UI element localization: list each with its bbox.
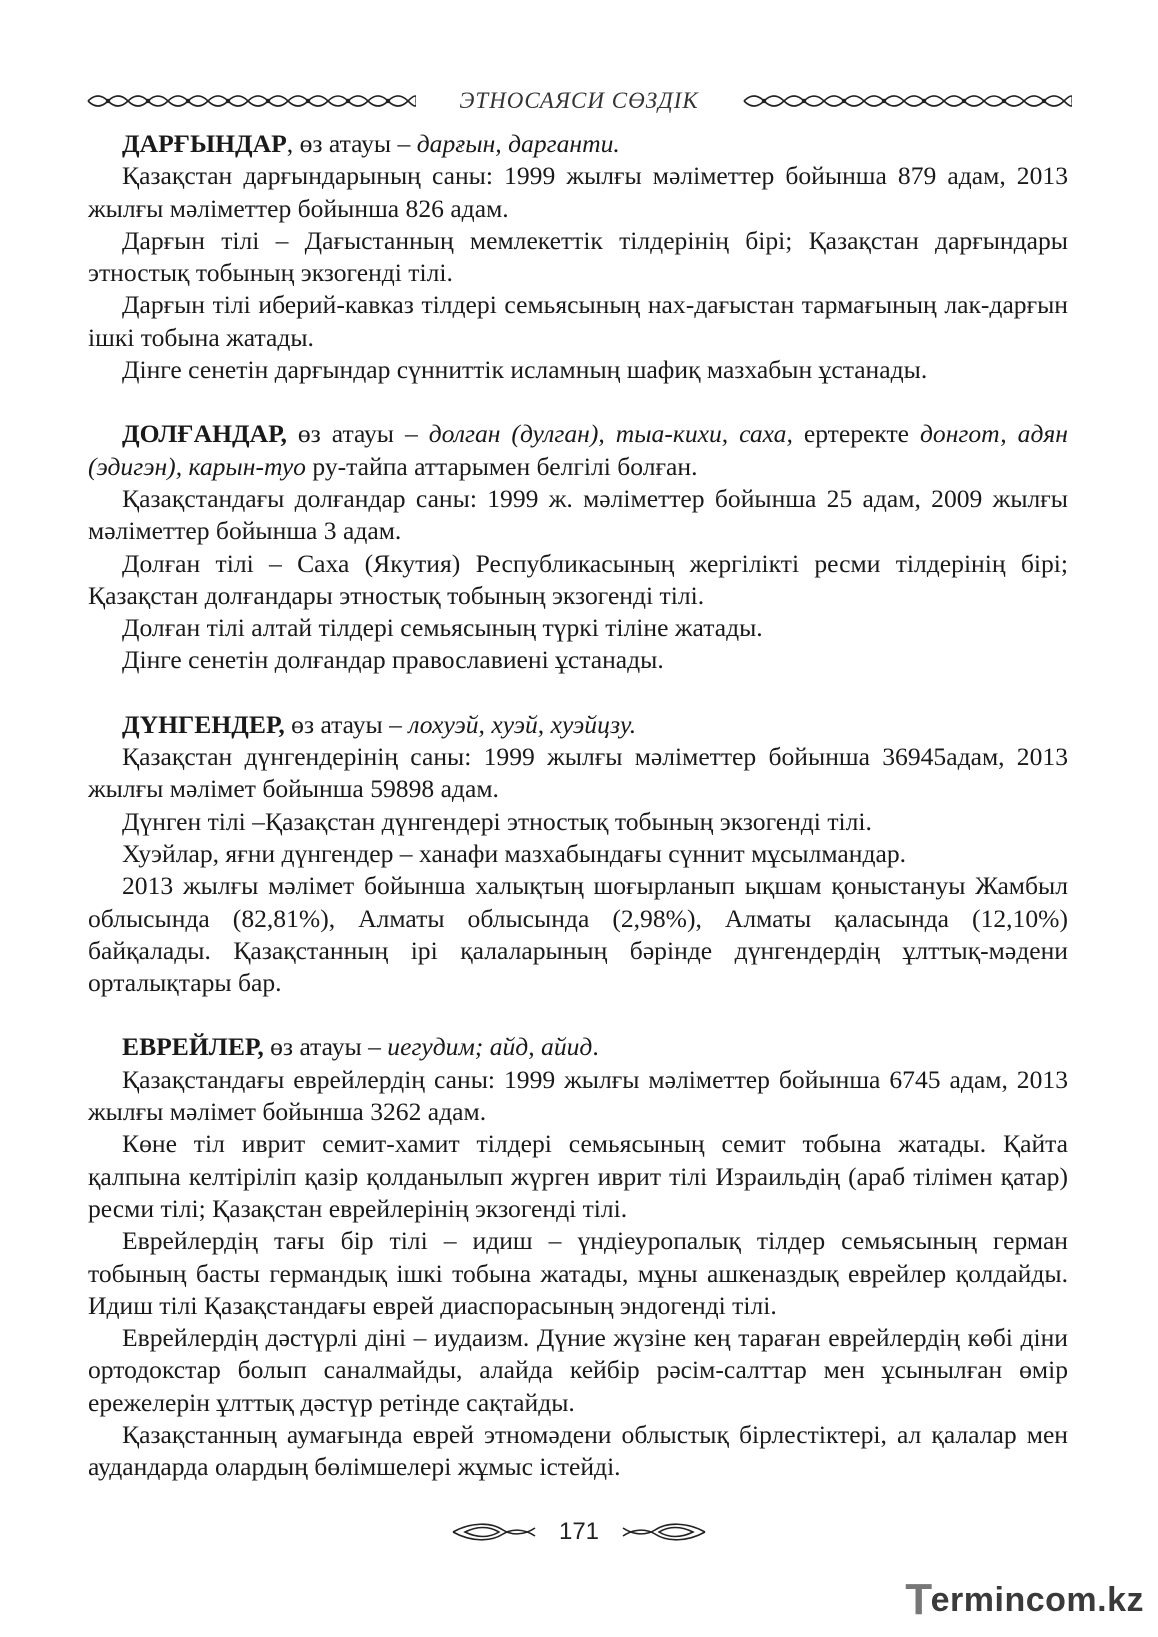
entry-connector: өз атауы –	[263, 1032, 388, 1062]
site-watermark	[905, 1575, 1144, 1625]
entry-paragraph: Қазақстан дүнгендерінің саны: 1999 жылғы мәліметтер бойынша 36945адам, 2013 жылғы мәлімет бойынша 59898 адам.	[88, 742, 1068, 804]
ornament-right-icon	[742, 91, 1072, 111]
entry-connector: , өз атауы –	[286, 129, 417, 158]
entry-paragraph: Еврейлердің дәстүрлі діні – иудаизм. Дүние жүзіне кең тараған еврейлердің көбі діни ортодокстар болып саналмайды, алайда кейбір рәсім-салттар мен ұсынылған өмір ережелерін ұлттық дәстүр ретінде сақтайды.	[88, 1323, 1068, 1417]
entry-term: ДҮНГЕНДЕР,	[122, 709, 285, 739]
page-number: 171	[558, 1518, 600, 1545]
entry-self-names: дарғын, дарганти.	[416, 129, 620, 158]
entry-paragraph: Дүнген тілі –Қазақстан дүнгендері этностық тобының экзогенді тілі.	[122, 806, 872, 836]
watermark-initial: T	[905, 1575, 933, 1624]
entry-self-names: лохуэй, хуэй, хуэйцзу.	[408, 709, 637, 739]
running-header-title: ЭТНОСАЯСИ СӨЗДІК	[459, 88, 699, 113]
page-footer	[0, 1512, 1158, 1552]
entry-paragraph: Қазақстан дарғындарының саны: 1999 жылғы мәліметтер бойынша 879 адам, 2013 жылғы мәліметтер бойынша 826 адам.	[88, 161, 1068, 223]
dictionary-entry	[88, 709, 1068, 1000]
ornament-left-icon	[86, 91, 416, 111]
entry-paragraph: Қазақстанның аумағында еврей этномәдени облыстық бірлестіктері, ал қалалар мен аудандарда олардың бөлімшелері жұмыс істейді.	[88, 1419, 1068, 1482]
entry-self-names: иегудим; айд, айид	[387, 1032, 593, 1062]
running-header	[86, 86, 1072, 116]
entry-old-names: донгот, адян (эдигэн), карын-туо	[88, 419, 1068, 481]
entry-paragraph: Қазақстандағы еврейлердің саны: 1999 жылғы мәліметтер бойынша 6745 адам, 2013 жылғы мәлімет бойынша 3262 адам.	[88, 1064, 1068, 1127]
dictionary-entry	[88, 1031, 1068, 1483]
entry-headline	[88, 418, 1068, 483]
entry-term: ЕВРЕЙЛЕР,	[122, 1032, 264, 1062]
entry-headline	[88, 1031, 1068, 1063]
entry-paragraph: Дінге сенетін дарғындар сүнниттік исламның шафиқ мазхабын ұстанады.	[122, 355, 928, 385]
entry-paragraph: Долған тілі – Саха (Якутия) Республикасының жергілікті ресми тілдерінің бірі; Қазақстан долғандары этностық тобының экзогенді тілі.	[88, 548, 1068, 610]
entry-paragraph: Дарғын тілі иберий-кавказ тілдері семьясының нах-дағыстан тармағының лак-дарғын ішкі тобына жатады.	[88, 290, 1068, 352]
entry-paragraph: Долған тілі алтай тілдері семьясының түркі тіліне жатады.	[122, 613, 763, 643]
entry-paragraph: Қазақстандағы долғандар саны: 1999 ж. мәліметтер бойынша 25 адам, 2009 жылғы мәліметтер бойынша 3 адам.	[88, 483, 1068, 546]
entry-connector: ру-тайпа аттарымен белгілі болған.	[305, 451, 698, 481]
entry-self-names: долган (дулган), тыа-кихи, саха,	[428, 419, 793, 449]
dictionary-entry	[88, 128, 1068, 386]
entry-paragraph: Хуэйлар, яғни дүнгендер – ханафи мазхабындағы сүннит мұсылмандар.	[122, 838, 907, 868]
entry-term: ДАРҒЫНДАР	[122, 129, 287, 158]
entry-connector: өз атауы –	[284, 709, 409, 739]
entry-headline	[88, 709, 1068, 741]
entry-paragraph: Дінге сенетін долғандар православиені ұстанады.	[122, 645, 664, 675]
entry-connector: өз атауы –	[286, 419, 429, 449]
entry-paragraph: 2013 жылғы мәлімет бойынша халықтың шоғырланып ықшам қоныстануы Жамбыл облысында (82,81%), Алматы облысында (2,98%), Алматы қаласында (12,10%) байқалады. Қазақстанның ірі қалаларының бәрінде дүнгендердің ұлттық-мәдени орталықтары бар.	[88, 871, 1068, 998]
dictionary-content	[88, 128, 1068, 1484]
entry-connector: .	[592, 1032, 599, 1062]
flourish-right-icon	[621, 1520, 707, 1544]
entry-connector: ертеректе	[792, 419, 920, 449]
entry-paragraph: Еврейлердің тағы бір тілі – идиш – үндіеуропалық тілдер семьясының герман тобының басты германдық ішкі тобына жатады, мұны ашкеназдық еврейлер қолдайды. Идиш тілі Қазақстандағы еврей диаспорасының эндогенді тілі.	[88, 1226, 1068, 1320]
watermark-text: ermincom.kz	[930, 1580, 1144, 1619]
entry-paragraph: Көне тіл иврит семит-хамит тілдері семьясының семит тобына жатады. Қайта қалпына келтіріліп қазір қолданылып жүрген иврит тілі Израильдің (араб тілімен қатар) ресми тілі; Қазақстан еврейлерінің экзогенді тілі.	[88, 1129, 1068, 1223]
entry-headline	[88, 128, 1068, 160]
flourish-left-icon	[451, 1520, 537, 1544]
dictionary-entry	[88, 418, 1068, 676]
entry-term: ДОЛҒАНДАР,	[122, 419, 287, 449]
entry-paragraph: Дарғын тілі – Дағыстанның мемлекеттік тілдерінің бірі; Қазақстан дарғындары этностық тобының экзогенді тілі.	[88, 225, 1068, 288]
